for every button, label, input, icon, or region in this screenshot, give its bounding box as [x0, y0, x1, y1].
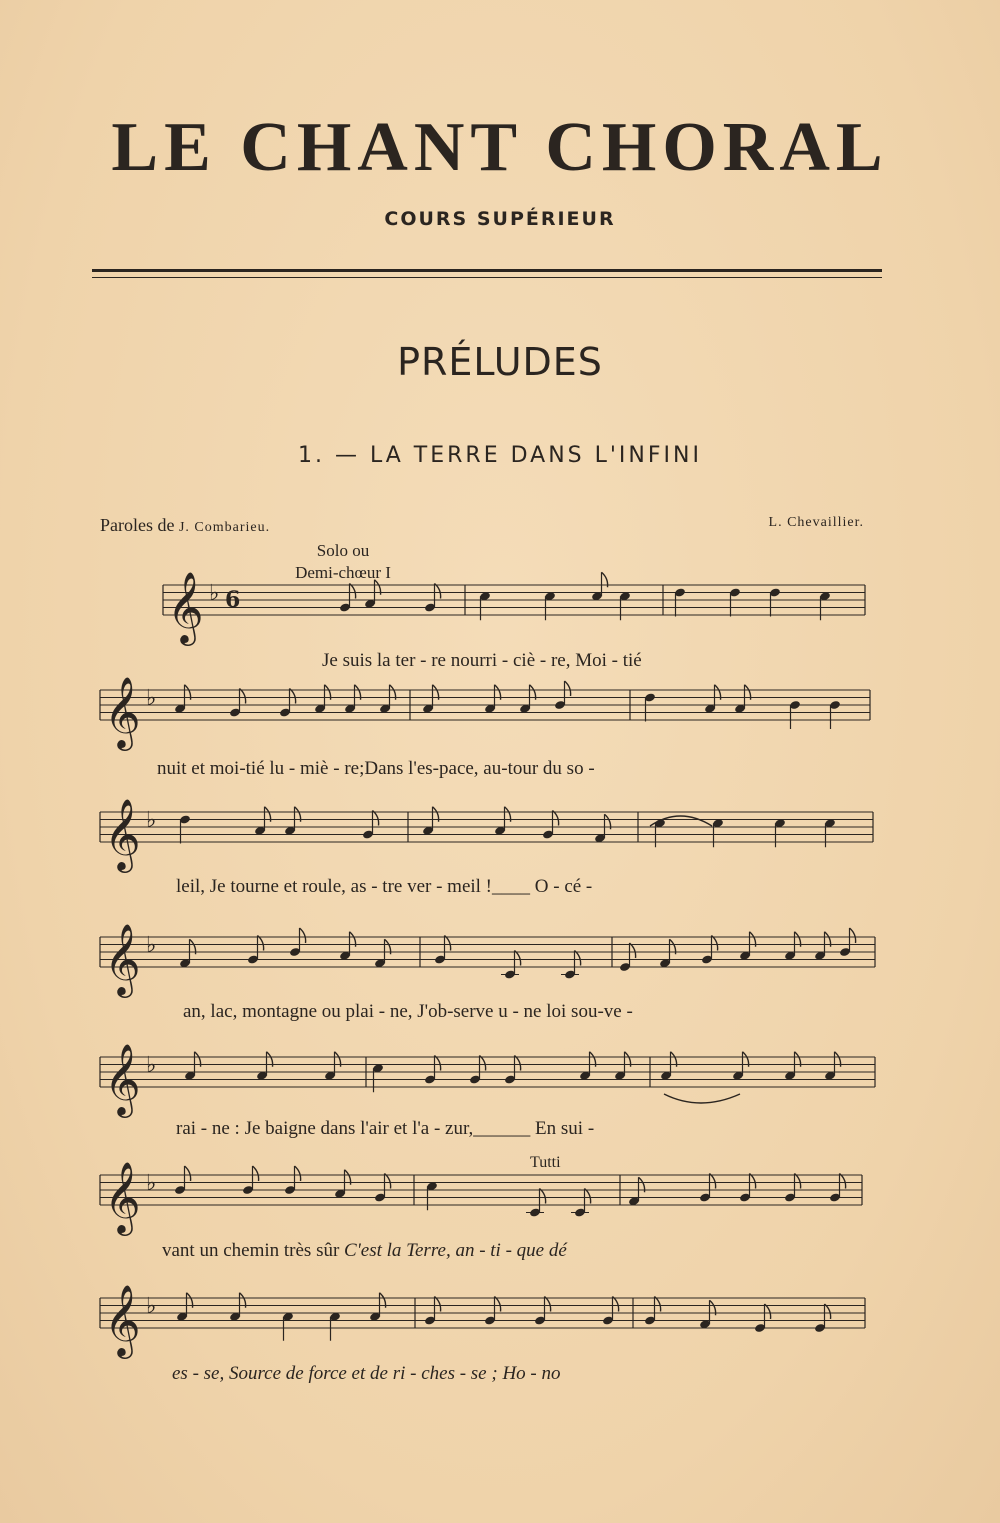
note-flag [585, 1189, 591, 1204]
composer-credit: L. Chevaillier. [768, 515, 864, 530]
note-flag [712, 936, 718, 951]
solo-direction-line1: Solo ou [316, 541, 370, 560]
note-flag [350, 584, 356, 599]
note-flag [630, 943, 636, 958]
flat-sign-icon: ♭ [146, 933, 157, 958]
lyrics-line-6-italic: C'est la Terre, an - ti - que dé [344, 1240, 567, 1261]
treble-clef-icon: 𝄞 [104, 1042, 141, 1115]
page-subtitle: COURS SUPÉRIEUR [384, 208, 616, 230]
treble-clef-icon: 𝄞 [104, 797, 141, 870]
flat-sign-icon: ♭ [146, 1171, 157, 1196]
note-flag [840, 1174, 846, 1189]
lyricist-prefix: Paroles de [100, 515, 179, 535]
flat-sign-icon: ♭ [146, 686, 157, 711]
treble-clef-icon: 𝄞 [104, 1283, 141, 1356]
note-flag [258, 936, 264, 951]
note-flag [540, 1189, 546, 1204]
note-flag [795, 1174, 801, 1189]
note-flag [240, 689, 246, 704]
note-flag [495, 1297, 501, 1312]
note-flag [435, 584, 441, 599]
flat-sign-icon: ♭ [146, 808, 157, 833]
note-flag [613, 1297, 619, 1312]
lyrics-line-5: rai - ne : Je baigne dans l'air et l'a - zur,______ En sui - [176, 1118, 595, 1139]
note-flag [750, 1174, 756, 1189]
note-flag [655, 1297, 661, 1312]
section-title: PRÉLUDES [397, 340, 603, 384]
lyrics-line-6 [162, 1240, 567, 1262]
note-flag [290, 689, 296, 704]
lyrics-line-4: an, lac, montagne ou plai - ne, J'ob-serve u - ne loi sou-ve - [183, 1001, 633, 1022]
note-flag [373, 811, 379, 826]
solo-direction-line2: Demi-chœur I [295, 563, 391, 582]
note-flag [385, 1174, 391, 1189]
treble-clef-icon: 𝄞 [167, 570, 204, 643]
note-flag [253, 1166, 259, 1181]
note-flag [295, 1166, 301, 1181]
note-flag [515, 1056, 521, 1071]
tutti-direction: Tutti [530, 1154, 561, 1171]
note-flag [300, 928, 306, 943]
note-flag [445, 936, 451, 951]
note-flag [850, 928, 856, 943]
treble-clef-icon: 𝄞 [104, 922, 141, 995]
note-flag [435, 1056, 441, 1071]
note-flag [575, 951, 581, 966]
lyrics-line-2: nuit et moi-tié lu - miè - re;Dans l'es-pace, au-tour du so - [157, 758, 595, 779]
lyrics-line-7: es - se, Source de force et de ri - ches - se ; Ho - no [172, 1363, 561, 1384]
note-flag [710, 1174, 716, 1189]
tie-slur [664, 1094, 740, 1103]
note-flag [480, 1056, 486, 1071]
lyricist-name: J. Combarieu. [178, 520, 271, 535]
treble-clef-icon: 𝄞 [104, 675, 141, 748]
lyrics-line-3: leil, Je tourne et roule, as - tre ver - meil !____ O - cé - [176, 876, 593, 897]
note-flag [765, 1304, 771, 1319]
lyrics-line-6-plain: vant un chemin très sûr [162, 1240, 345, 1261]
piece-title: 1. — LA TERRE DANS L'INFINI [298, 443, 702, 468]
note-flag [825, 1304, 831, 1319]
page-title: LE CHANT CHORAL [111, 109, 889, 186]
note-flag [545, 1297, 551, 1312]
note-flag [553, 811, 559, 826]
note-flag [515, 951, 521, 966]
time-signature: 6 [225, 587, 241, 613]
flat-sign-icon: ♭ [146, 1294, 157, 1319]
flat-sign-icon: ♭ [209, 581, 220, 606]
note-flag [565, 681, 571, 696]
note-flag [435, 1297, 441, 1312]
lyrics-line-1: Je suis la ter - re nourri - ciè - re, Moi - tié [322, 650, 642, 671]
note-flag [185, 1166, 191, 1181]
treble-clef-icon: 𝄞 [104, 1160, 141, 1233]
flat-sign-icon: ♭ [146, 1053, 157, 1078]
